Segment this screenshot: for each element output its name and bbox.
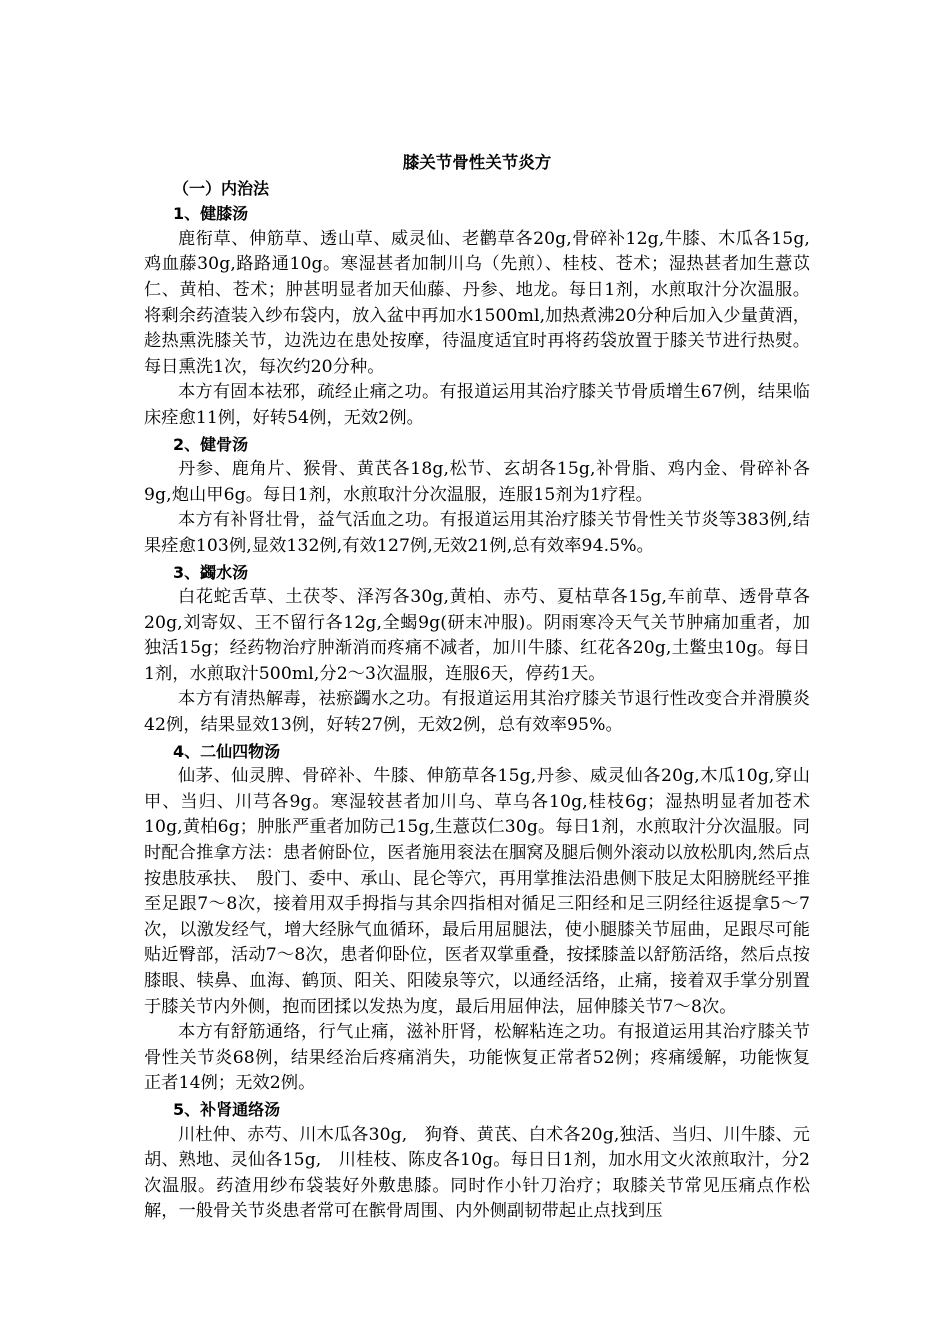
entry-heading: 3、蠲水汤 <box>173 562 249 582</box>
entry-paragraph: 本方有固本祛邪，疏经止痛之功。有报道运用其治疗膝关节骨质增生67例，结果临床痊愈11例，好转54例，无效2例。 <box>144 382 810 428</box>
entry-paragraph: 本方有舒筋通络，行气止痛，滋补肝肾，松解粘连之功。有报道运用其治疗膝关节骨性关节炎68例，结果经治后疼痛消失，功能恢复正常者52例；疼痛缓解，功能恢复正者14例；无效2例。 <box>144 1022 810 1094</box>
prescription-entry <box>144 432 810 560</box>
entry-paragraph: 仙茅、仙灵脾、骨碎补、牛膝、伸筋草各15g,丹参、威灵仙各20g,木瓜10g,穿山甲、当归、川芎各9g。寒湿较甚者加川乌、草乌各10g,桂枝6g；湿热明显者加苍术10g,黄柏6g；肿胀严重者加防己15g,生薏苡仁30g。每日1剂，水煎取汁分次温服。同时配合推拿方法：患者俯卧位，医者施用衮法在腘窝及腿后侧外滚动以放松肌肉,然后点按患肢承扶、 殷门、委中、承山、昆仑等穴，再用掌推法沿患侧下肢足太阳膀胱经平推至足跟7～8次，接着用双手拇指与其余四指相对循足三阳经和足三阴经往返提拿5～7次，以激发经气，增大经脉气血循环，最后用屈腿法，使小腿膝关节屈曲，足跟尽可能贴近臀部，活动7～8次，患者仰卧位，医者双掌重叠，按揉膝盖以舒筋活络，然后点按膝眼、犊鼻、血海、鹤顶、阳关、阳陵泉等穴，以通经活络，止痛，接着双手掌分别置于膝关节内外侧，抱而团揉以发热为度，最后用屈伸法，屈伸膝关节7～8次。 <box>144 766 810 1017</box>
prescription-entry <box>144 201 810 431</box>
section-heading: （一）内治法 <box>173 178 270 198</box>
document-page <box>144 150 810 1225</box>
entry-paragraph: 丹参、鹿角片、猴骨、黄芪各18g,松节、玄胡各15g,补骨脂、鸡内金、骨碎补各9g,炮山甲6g。每日1剂，水煎取汁分次温服，连服15剂为1疗程。 <box>144 459 810 505</box>
entry-heading: 1、健膝汤 <box>173 204 249 224</box>
prescription-entry <box>144 1097 810 1225</box>
entry-heading: 2、健骨汤 <box>173 434 249 454</box>
entry-heading: 4、二仙四物汤 <box>173 741 281 761</box>
prescription-entry <box>144 560 810 739</box>
entry-paragraph: 白花蛇舌草、土茯苓、泽泻各30g,黄柏、赤芍、夏枯草各15g,车前草、透骨草各20g,刘寄奴、王不留行各12g,全蝎9g(研末冲服)。阴雨寒冷天气关节肿痛加重者，加独活15g；经药物治疗肿渐消而疼痛不减者，加川牛膝、红花各20g,土鳖虫10g。每日1剂，水煎取汁500ml,分2～3次温服，连服6天，停药1天。 <box>144 587 810 684</box>
document-title: 膝关节骨性关节炎方 <box>402 153 552 172</box>
entry-paragraph: 本方有补肾壮骨，益气活血之功。有报道运用其治疗膝关节骨性关节炎等383例,结果痊愈103例,显效132例,有效127例,无效21例,总有效率94.5%。 <box>144 510 810 556</box>
entry-paragraph: 本方有清热解毒，祛瘀蠲水之功。有报道运用其治疗膝关节退行性改变合并滑膜炎42例，结果显效13例，好转27例，无效2例，总有效率95%。 <box>144 689 810 736</box>
entry-paragraph: 鹿衔草、伸筋草、透山草、威灵仙、老鹳草各20g,骨碎补12g,牛膝、木瓜各15g,鸡血藤30g,路路通10g。寒湿甚者加制川乌（先煎）、桂枝、苍术；湿热甚者加生薏苡仁、黄柏、苍术；肿甚明显者加天仙藤、丹参、地龙。每日1剂，水煎取汁分次温服。将剩余药渣装入纱布袋内，放入盆中再加水1500ml,加热煮沸20分种后加入少量黄酒，趁热熏洗膝关节，边洗边在患处按摩，待温度适宜时再将药袋放置于膝关节进行热熨。每日熏洗1次，每次约20分种。 <box>144 228 810 377</box>
entry-paragraph: 川杜仲、赤芍、川木瓜各30g, 狗脊、黄芪、白术各20g,独活、当归、川牛膝、元胡、熟地、灵仙各15g, 川桂枝、陈皮各10g。每日日1剂，加水用文火浓煎取汁，分2次温服。药渣用纱布袋装好外敷患膝。同时作小针刀治疗；取膝关节常见压痛点作松解，一般骨关节炎患者常可在髌骨周围、内外侧副韧带起止点找到压 <box>144 1124 810 1222</box>
prescription-entry <box>144 739 810 1097</box>
entry-heading: 5、补肾通络汤 <box>173 1099 281 1119</box>
